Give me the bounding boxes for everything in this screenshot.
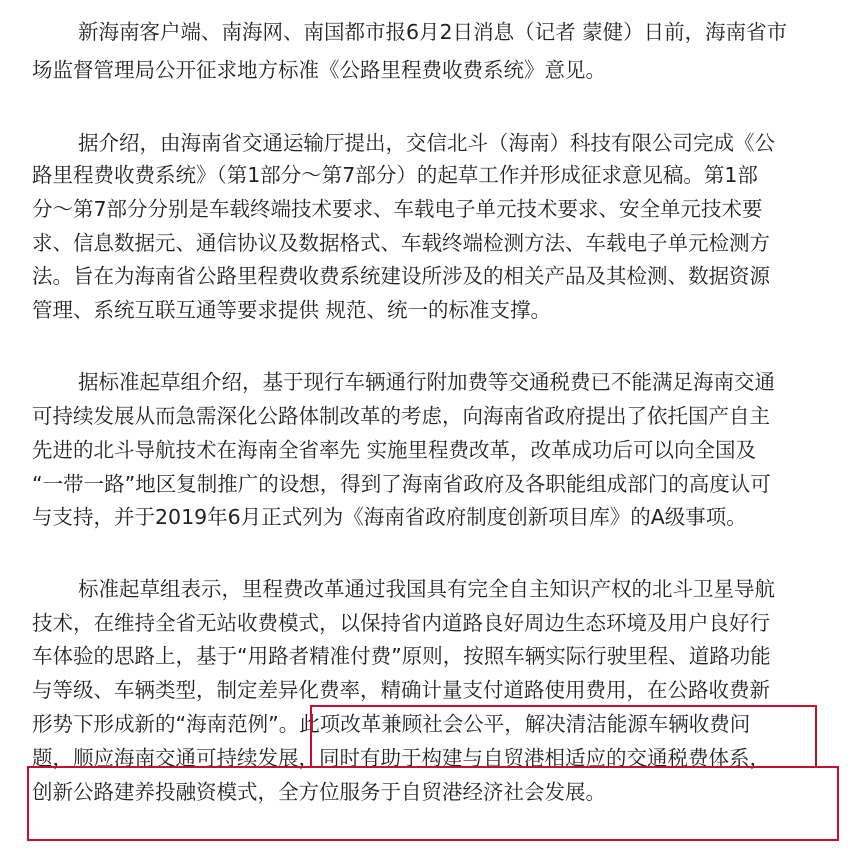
paragraph-3-line-3: 先进的北斗导航技术在海南全省率先 实施里程费改革，改革成功后可以向全国及 xyxy=(32,438,757,462)
paragraph-3-line-1: 据标准起草组介绍，基于现行车辆通行附加费等交通税费已不能满足海南交通 xyxy=(78,370,775,394)
paragraph-2-line-4: 求、信息数据元、通信协议及数据格式、车载终端检测方法、车载电子单元检测方 xyxy=(32,231,770,255)
paragraph-3-line-4: “一带一路”地区复制推广的设想，得到了海南省政府及各职能组成部门的高度认可 xyxy=(32,472,771,496)
paragraph-3-line-5: 与支持，并于2019年6月正式列为《海南省政府制度创新项目库》的A级事项。 xyxy=(32,505,747,529)
paragraph-2-line-3: 分～第7部分分别是车载终端技术要求、车载电子单元技术要求、安全单元技术要 xyxy=(32,197,763,221)
paragraph-1-line-2: 场监督管理局公开征求地方标准《公路里程费收费系统》意见。 xyxy=(32,58,606,82)
paragraph-4-line-4: 与等级、车辆类型，制定差异化费率，精确计量支付道路使用费用，在公路收费新 xyxy=(32,678,770,702)
paragraph-4-line-2: 技术，在维持全省无站收费模式，以保持省内道路良好周边生态环境及用户良好行 xyxy=(32,611,770,635)
paragraph-4-line-7: 创新公路建养投融资模式，全方位服务于自贸港经济社会发展。 xyxy=(32,780,606,804)
paragraph-2-line-6: 管理、系统互联互通等要求提供 规范、统一的标准支撑。 xyxy=(32,298,552,322)
paragraph-2-line-1: 据介绍，由海南省交通运输厅提出，交信北斗（海南）科技有限公司完成《公 xyxy=(78,131,775,155)
paragraph-2-line-2: 路里程费收费系统》（第1部分～第7部分）的起草工作并形成征求意见稿。第1部 xyxy=(32,163,758,187)
paragraph-2-line-5: 法。旨在为海南省公路里程费收费系统建设所涉及的相关产品及其检测、数据资源 xyxy=(32,264,770,288)
paragraph-4-line-5: 形势下形成新的“海南范例”。此项改革兼顾社会公平，解决清洁能源车辆收费问 xyxy=(32,712,751,736)
paragraph-1-line-1: 新海南客户端、南海网、南国都市报6月2日消息（记者 蒙健）日前，海南省市 xyxy=(78,20,788,44)
paragraph-4-line-1: 标准起草组表示，里程费改革通过我国具有完全自主知识产权的北斗卫星导航 xyxy=(78,577,775,601)
paragraph-4-line-3: 车体验的思路上，基于“用路者精准付费”原则，按照车辆实际行驶里程、道路功能 xyxy=(32,644,771,668)
paragraph-4-line-6: 题，顺应海南交通可持续发展，同时有助于构建与自贸港相适应的交通税费体系， xyxy=(32,746,770,770)
paragraph-3-line-2: 可持续发展从而急需深化公路体制改革的考虑，向海南省政府提出了依托国产自主 xyxy=(32,404,770,428)
